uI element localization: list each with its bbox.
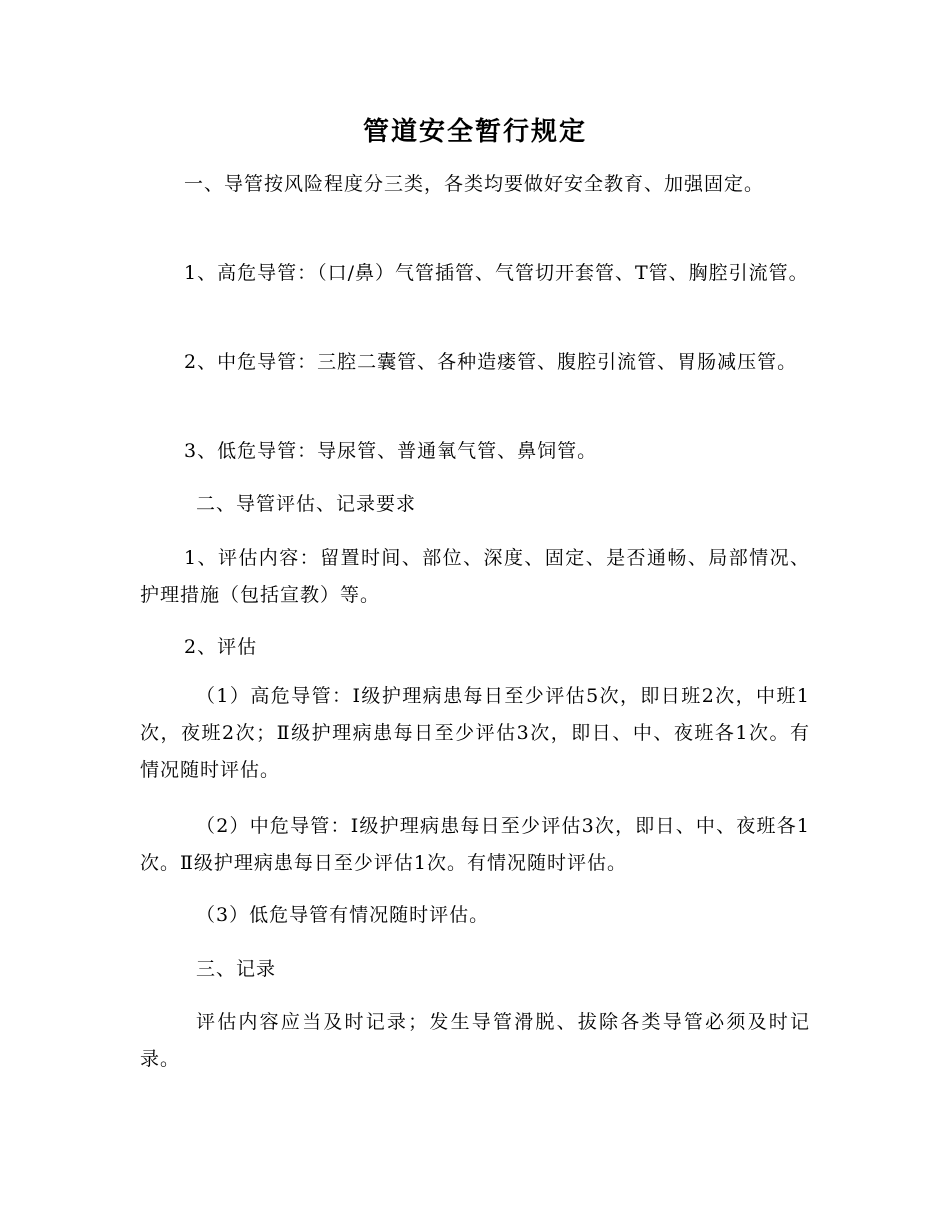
low-risk-catheters: 3、低危导管：导尿管、普通氧气管、鼻饲管。: [184, 440, 598, 462]
section-2-heading: 二、导管评估、记录要求: [196, 493, 417, 515]
assessment-content: 1、评估内容：留置时间、部位、深度、固定、是否通畅、局部情况、护理措施（包括宣教）等。: [140, 547, 810, 606]
assessment-heading: 2、评估: [184, 636, 258, 658]
high-risk-catheters: 1、高危导管：（口/鼻）气管插管、气管切开套管、T管、胸腔引流管。: [184, 262, 809, 284]
section-3-heading: 三、记录: [196, 958, 277, 980]
medium-risk-assessment: （2）中危导管：Ⅰ级护理病患每日至少评估3次，即日、中、夜班各1次。Ⅱ级护理病患每日至少评估1次。有情况随时评估。: [140, 815, 810, 874]
low-risk-assessment: （3）低危导管有情况随时评估。: [196, 904, 490, 926]
high-risk-assessment: （1）高危导管：Ⅰ级护理病患每日至少评估5次，即日班2次，中班1次，夜班2次；Ⅱ级护理病患每日至少评估3次，即日、中、夜班各1次。有情况随时评估。: [140, 685, 810, 781]
medium-risk-catheters: 2、中危导管：三腔二囊管、各种造瘘管、腹腔引流管、胃肠减压管。: [184, 351, 798, 373]
record-requirement: 评估内容应当及时记录；发生导管滑脱、拔除各类导管必须及时记录。: [140, 1011, 810, 1070]
page-title: 管道安全暂行规定: [362, 117, 587, 147]
section-1-intro: 一、导管按风险程度分三类，各类均要做好安全教育、加强固定。: [184, 173, 765, 195]
